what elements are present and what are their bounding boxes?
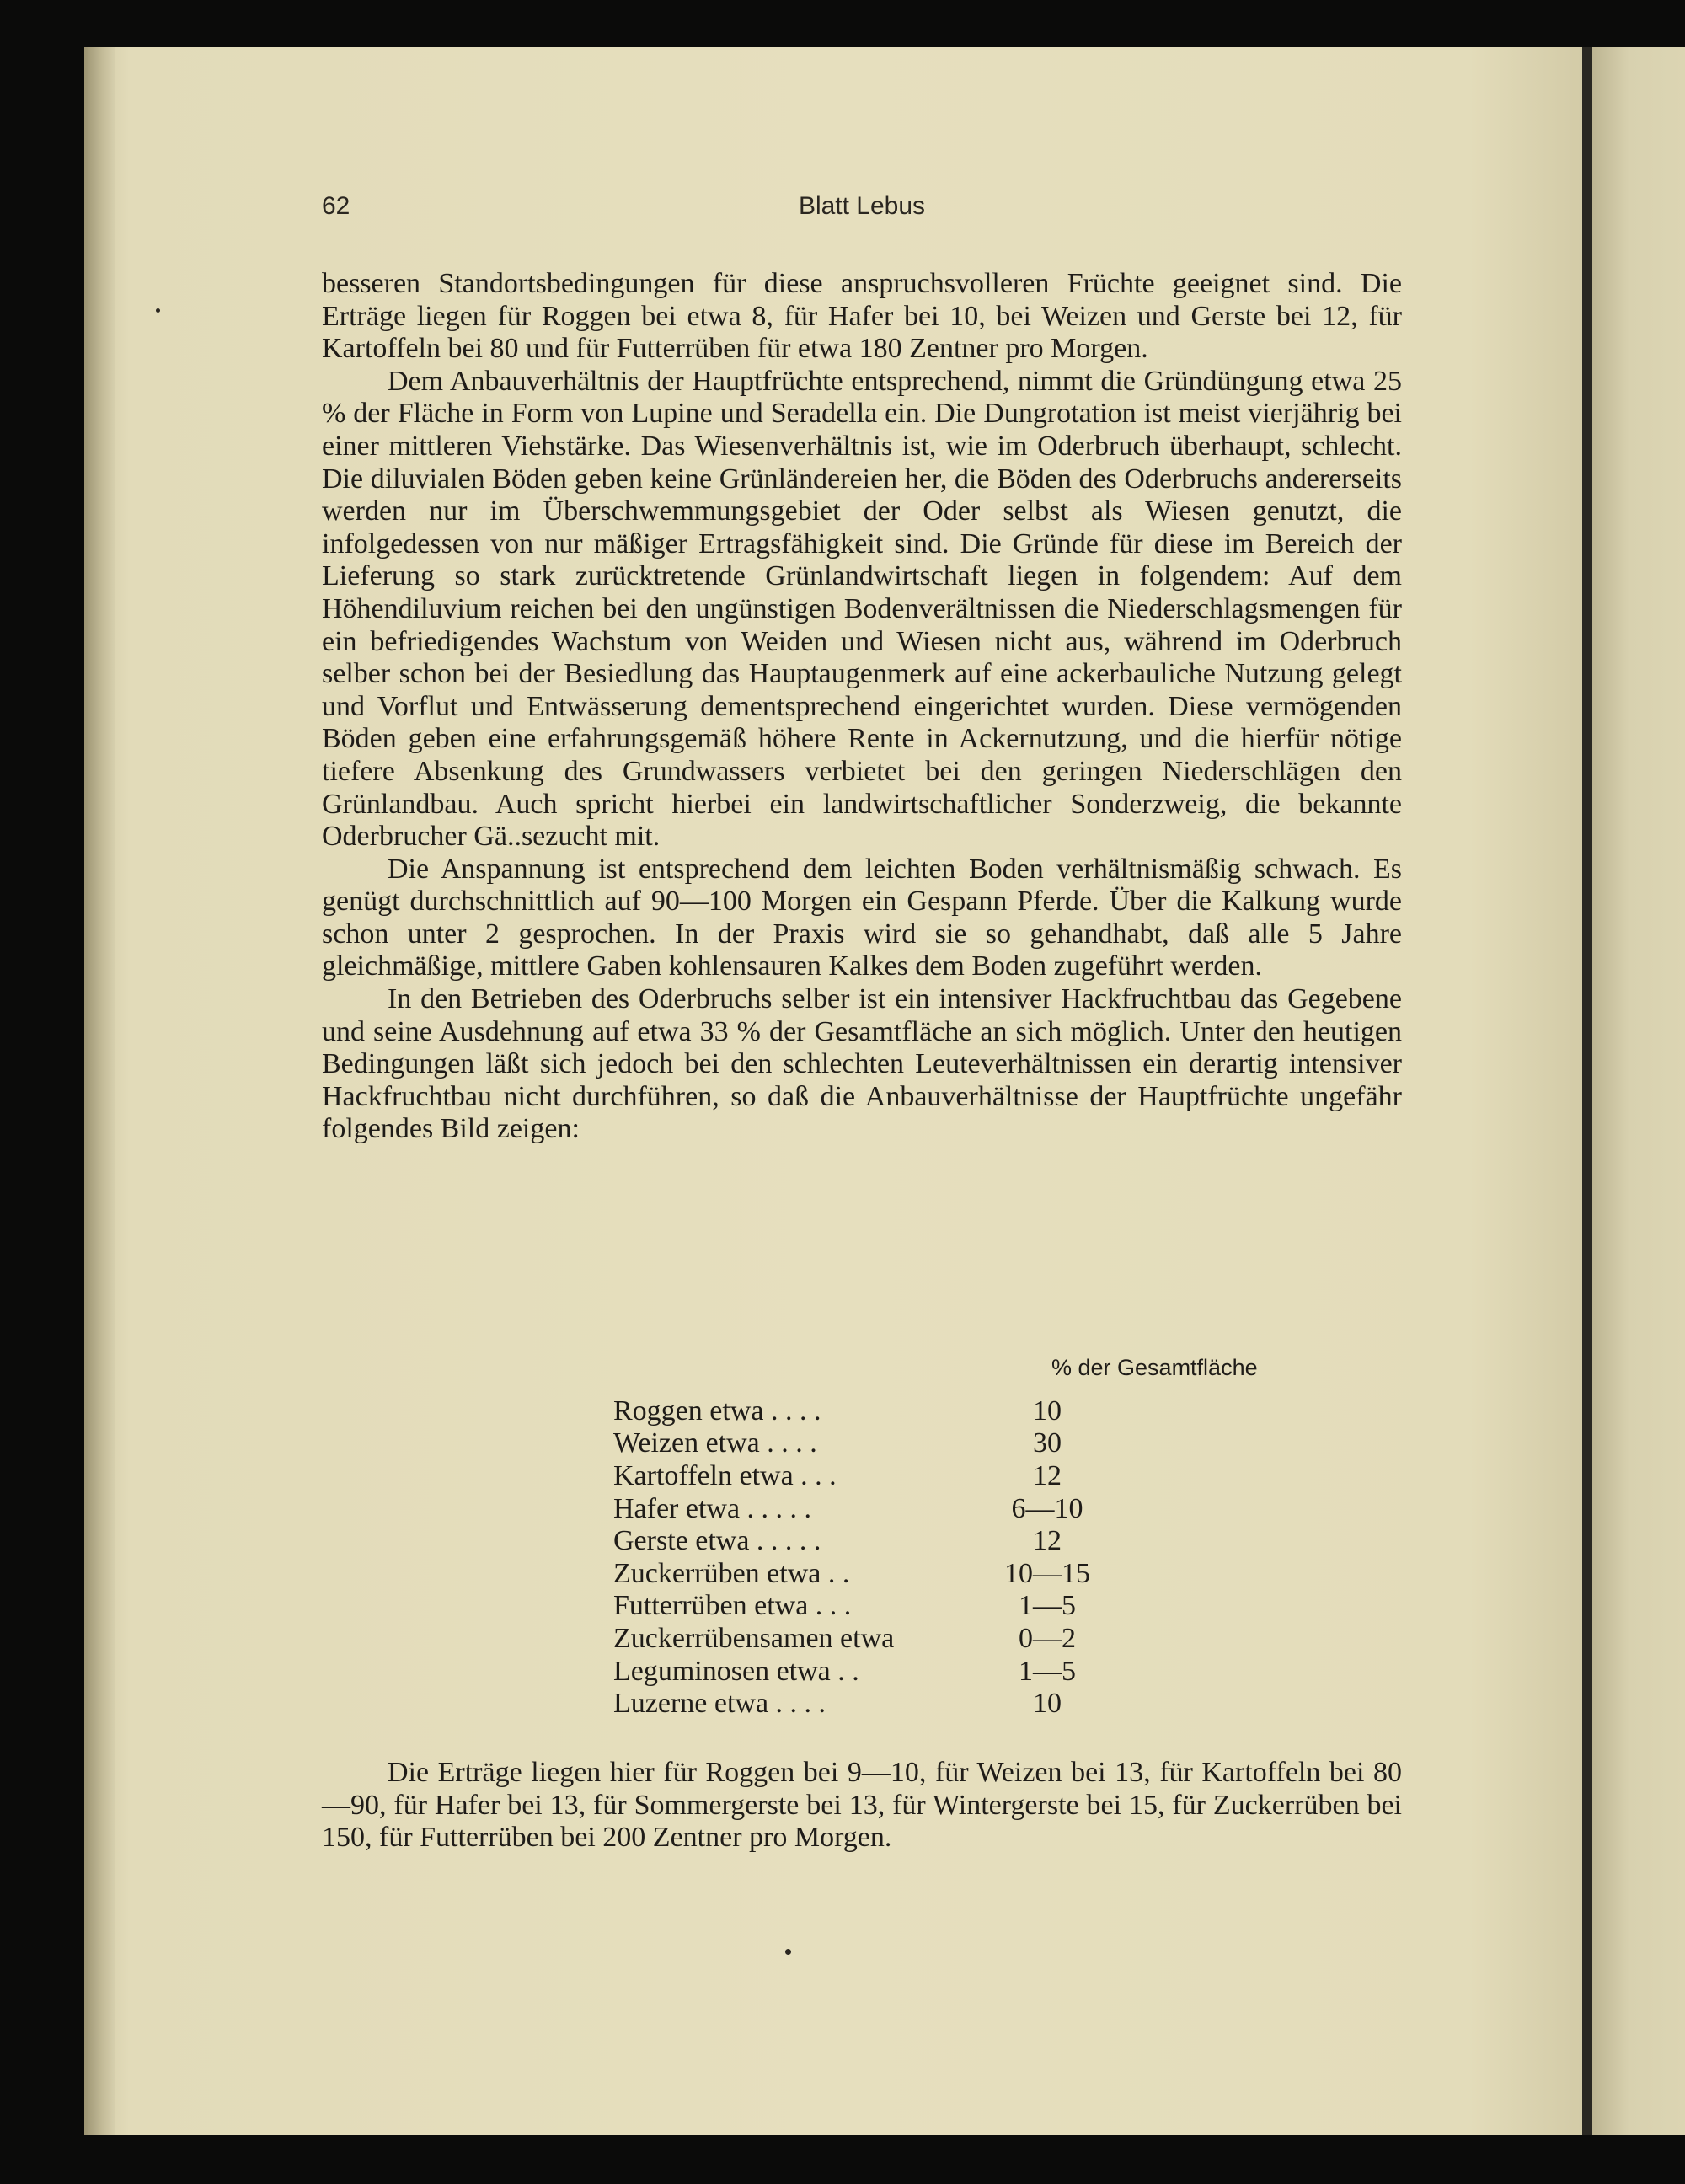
crop-share-value: 10—15 (1004, 1558, 1090, 1589)
crop-name: Weizen etwa . . . . (613, 1427, 817, 1459)
crop-share-value: 10 (1033, 1395, 1062, 1427)
table-row (613, 1427, 1338, 1459)
crop-name: Zuckerrübensamen etwa (613, 1623, 895, 1654)
crop-name: Hafer etwa . . . . . (613, 1493, 812, 1524)
table-row (613, 1558, 1338, 1590)
crop-share-value: 30 (1033, 1427, 1062, 1459)
adjacent-page-edge (1592, 47, 1685, 2135)
crop-name: Roggen etwa . . . . (613, 1395, 821, 1427)
paragraph-2: Dem Anbauverhältnis der Hauptfrüchte entsprechend, nimmt die Gründüngung etwa 25 % der Fläche in Form von Lupine und Seradella ein. Die Dungrotation ist meist vierjährig bei einer mittleren Viehstärke. Das Wiesenverhältnis ist, wie im Oderbruch überhaupt, schlecht. Die diluvialen Böden geben keine Grünländereien her, die Böden des Oderbruchs andererseits werden nur im Überschwemmungsgebiet der Oder selbst als Wiesen genutzt, die infolgedessen von nur mäßiger Ertragsfähigkeit sind. Die Gründe für diese im Bereich der Lieferung so stark zurücktretende Grünlandwirtschaft liegen in folgendem: Auf dem Höhendiluvium reichen bei den ungünstigen Bodenverältnissen die Niederschlagsmengen für ein befriedigendes Wachstum von Weiden und Wiesen nicht aus, während im Oderbruch selber schon bei der Besiedlung das Hauptaugenmerk auf eine ackerbauliche Nutzung gelegt und Vorflut und Entwässerung dementsprechend eingerichtet wurden. Diese vermögenden Böden geben eine erfahrungsgemäß höhere Rente in Ackernutzung, und die hierfür nötige tiefere Absenkung des Grundwassers verbietet bei den geringen Niederschlägen den Grünlandbau. Auch spricht hierbei ein landwirtschaftlicher Sonderzweig, die bekannte Oderbrucher Gä..sezucht mit. (322, 365, 1402, 853)
table-row (613, 1493, 1338, 1525)
table-row (613, 1656, 1338, 1688)
crop-name: Zuckerrüben etwa . . (613, 1558, 850, 1589)
crop-share-value: 1—5 (1019, 1656, 1076, 1687)
table-row (613, 1525, 1338, 1557)
closing-paragraph: Die Erträge liegen hier für Roggen bei 9—10, für Weizen bei 13, für Kartoffeln bei 80—90, für Hafer bei 13, für Sommergerste bei 13, für Wintergerste bei 15, für Zuckerrüben bei 150, für Futterrüben bei 200 Zentner pro Morgen. (322, 1757, 1402, 1854)
crop-name: Kartoffeln etwa . . . (613, 1460, 837, 1491)
page-spine-edge (84, 47, 115, 2135)
table-row (613, 1590, 1338, 1622)
paragraph-3: Die Anspannung ist entsprechend dem leichten Boden verhältnismäßig schwach. Es genügt durchschnittlich auf 90—100 Morgen ein Gespann Pferde. Über die Kalkung wurde schon unter 2 gesprochen. In der Praxis wird sie so gehandhabt, daß alle 5 Jahre gleichmäßige, mittlere Gaben kohlensauren Kalkes dem Boden zugeführt werden. (322, 853, 1402, 982)
crop-share-value: 12 (1033, 1460, 1062, 1491)
crop-name: Gerste etwa . . . . . (613, 1525, 821, 1556)
closing-text (322, 1757, 1402, 1855)
crop-share-value: 0—2 (1019, 1623, 1076, 1654)
ink-speck (785, 1949, 791, 1955)
running-head: Blatt Lebus (798, 192, 926, 220)
table-column-header: % der Gesamtfläche (1051, 1355, 1258, 1380)
page-number: 62 (322, 192, 350, 220)
table-row (613, 1460, 1338, 1492)
paragraph-1: besseren Standortsbedingungen für diese anspruchsvolleren Früchte geeignet sind. Die Erträge liegen für Roggen bei etwa 8, für Hafer bei 10, bei Weizen und Gerste bei 12, für Kartoffeln bei 80 und für Futterrüben für etwa 180 Zentner pro Morgen. (322, 268, 1402, 365)
body-text (322, 268, 1402, 1146)
table-row (613, 1688, 1338, 1720)
page-header (322, 192, 1402, 234)
table-row (613, 1395, 1338, 1427)
crop-share-value: 1—5 (1019, 1590, 1076, 1621)
crop-share-value: 6—10 (1011, 1493, 1083, 1524)
crop-share-value: 12 (1033, 1525, 1062, 1556)
page-gutter (1582, 47, 1592, 2135)
ink-speck (156, 308, 160, 313)
crop-name: Leguminosen etwa . . (613, 1656, 859, 1687)
table-row (613, 1623, 1338, 1655)
crop-share-value: 10 (1033, 1688, 1062, 1719)
crop-name: Futterrüben etwa . . . (613, 1590, 852, 1621)
paragraph-4: In den Betrieben des Oderbruchs selber ist ein intensiver Hackfruchtbau das Gegebene und seine Ausdehnung auf etwa 33 % der Gesamtfläche an sich möglich. Unter den heutigen Bedingungen läßt sich jedoch bei den schlechten Leuteverhältnissen ein derartig intensiver Hackfruchtbau nicht durchführen, so daß die Anbauverhältnisse der Hauptfrüchte ungefähr folgendes Bild zeigen: (322, 983, 1402, 1145)
crop-name: Luzerne etwa . . . . (613, 1688, 826, 1719)
